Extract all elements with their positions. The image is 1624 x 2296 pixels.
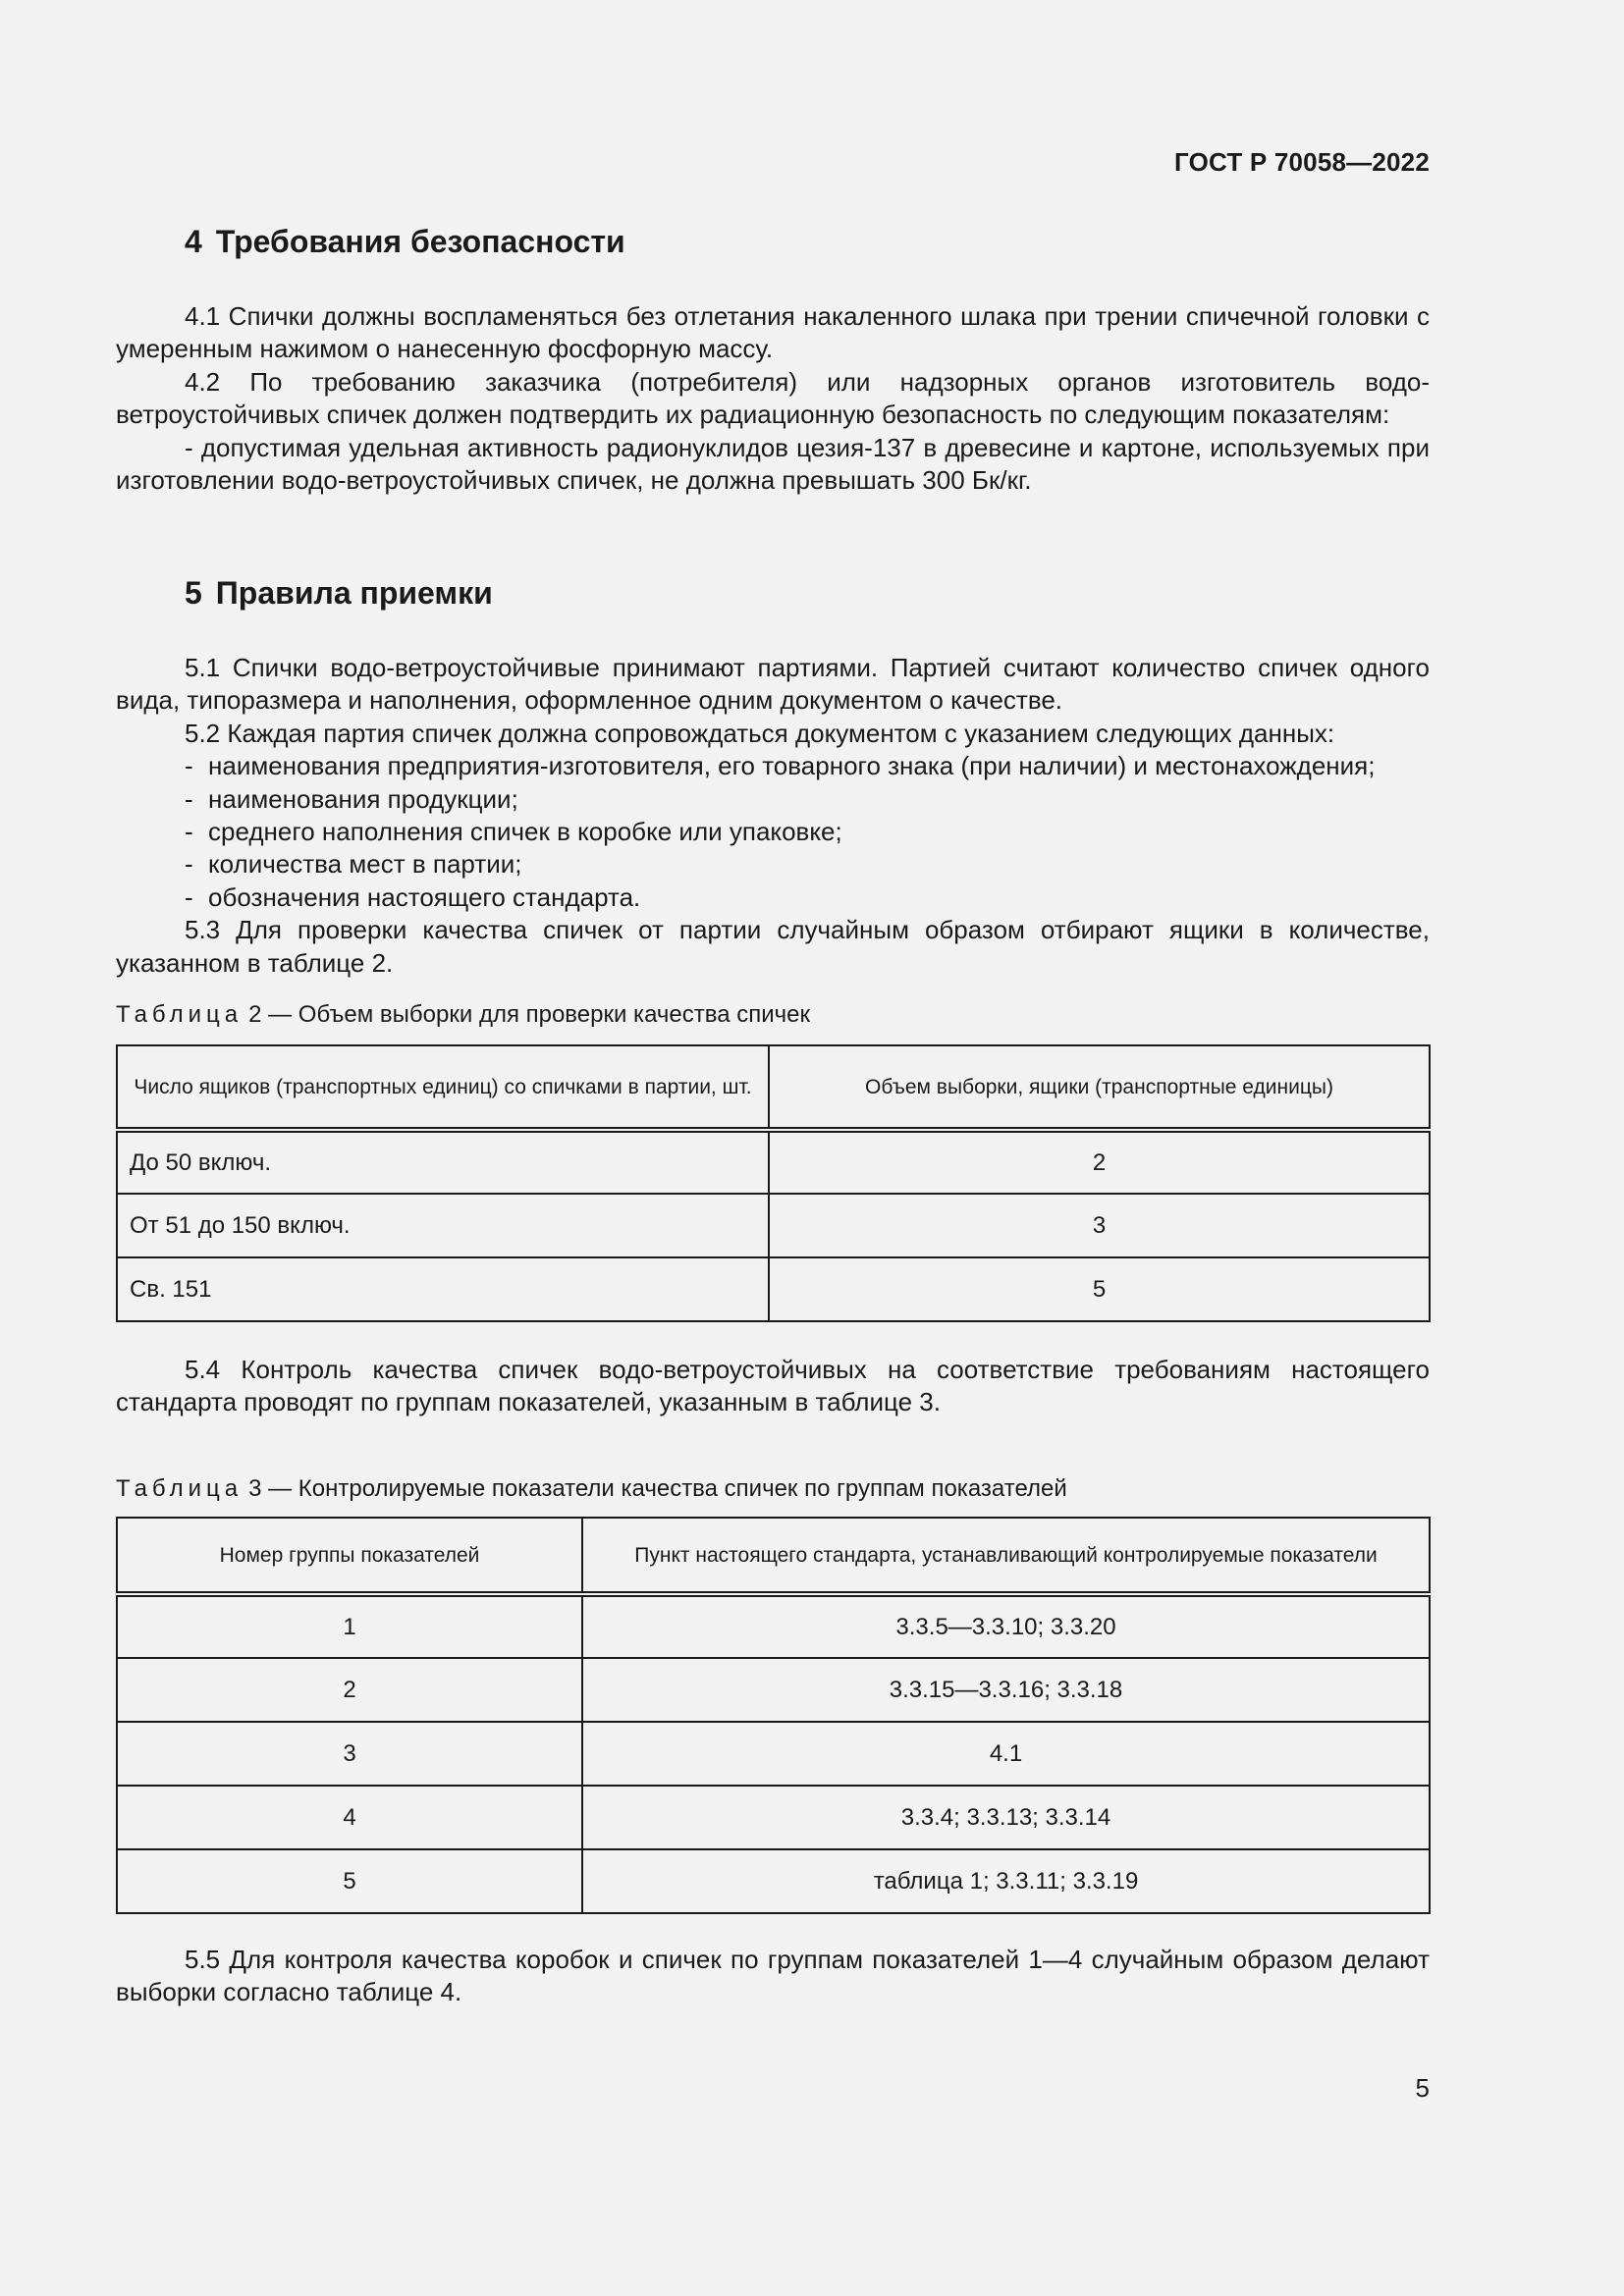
paragraph-4-1: 4.1 Спички должны воспламеняться без отлетания накаленного шлака при трении спичечной головки с умеренным нажимом о нанесенную фосфорную массу. <box>116 301 1430 364</box>
table-row <box>117 1786 1430 1849</box>
table-row <box>117 1658 1430 1722</box>
document-header-id: ГОСТ Р 70058—2022 <box>1174 147 1430 177</box>
table-3-cell: 1 <box>117 1594 582 1658</box>
dash-item: - наименования предприятия-изготовителя, его товарного знака (при наличии) и местонахождения; <box>185 751 1376 781</box>
paragraph-5-5: 5.5 Для контроля качества коробок и спичек по группам показателей 1—4 случайным образом делают выборки согласно таблице 4. <box>116 1945 1430 2007</box>
table-3-caption-text: 3 — Контролируемые показатели качества спичек по группам показателей <box>248 1475 1067 1502</box>
dash-item: - количества мест в партии; <box>185 849 522 880</box>
table-row <box>117 1722 1430 1786</box>
table-2-cell: До 50 включ. <box>117 1130 769 1194</box>
table-row <box>117 1194 1430 1257</box>
paragraph-5-4-block <box>116 1354 1430 1419</box>
table-2-header-col-2: Объем выборки, ящики (транспортные единицы) <box>769 1045 1430 1130</box>
section-4-body <box>116 300 1430 497</box>
table-row <box>117 1849 1430 1913</box>
dash-item: - обозначения настоящего стандарта. <box>185 881 641 912</box>
table-3-header-col-2: Пункт настоящего стандарта, устанавливающий контролируемые показатели <box>582 1518 1430 1594</box>
table-2-caption-text: 2 — Объем выборки для проверки качества спичек <box>248 1001 810 1028</box>
paragraph-5-3: 5.3 Для проверки качества спичек от партии случайным образом отбирают ящики в количестве, указанном в таблице 2. <box>116 915 1430 978</box>
table-2-caption-prefix: Таблица <box>116 1001 244 1028</box>
paragraph-5-4: 5.4 Контроль качества спичек водо-ветроустойчивых на соответствие требованиям настоящего стандарта проводят по группам показателей, указанным в таблице 3. <box>116 1355 1430 1417</box>
table-3-header-col-1: Номер группы показателей <box>117 1518 582 1594</box>
dash-item-text: допустимая удельная активность радионуклидов цезия-137 в древесине и картоне, используемых при изготовлении водо-ветроустойчивых спичек, не должна превышать 300 Бк/кг. <box>116 432 1430 496</box>
table-2-cell: 2 <box>769 1130 1430 1194</box>
dash-item-text: наименования продукции; <box>208 783 518 814</box>
table-3-cell: 5 <box>117 1849 582 1913</box>
dash-item: - допустимая удельная активность радионуклидов цезия-137 в древесине и картоне, используемых при изготовлении водо-ветроустойчивых спичек, не должна превышать 300 Бк/кг. <box>116 432 1430 496</box>
section-5-body <box>116 652 1430 980</box>
table-3-cell: 3.3.5—3.3.10; 3.3.20 <box>582 1594 1430 1658</box>
table-3-caption-prefix: Таблица <box>116 1475 244 1502</box>
table-2-cell: Св. 151 <box>117 1257 769 1321</box>
dash-item: - среднего наполнения спичек в коробке или упаковке; <box>185 817 842 847</box>
dash-item-text: наименования предприятия-изготовителя, его товарного знака (при наличии) и местонахождения; <box>208 751 1376 781</box>
table-3-cell: 3 <box>117 1722 582 1786</box>
dash-item-text: количества мест в партии; <box>208 849 522 880</box>
section-4-title: Требования безопасности <box>215 224 625 259</box>
table-row <box>117 1130 1430 1194</box>
table-row <box>117 1594 1430 1658</box>
section-4-heading <box>185 224 625 260</box>
paragraph-4-2: 4.2 По требованию заказчика (потребителя) или надзорных органов изготовитель водо-ветроустойчивых спичек должен подтвердить их радиационную безопасность по следующим показателям: <box>116 366 1430 430</box>
table-row <box>117 1257 1430 1321</box>
dash-item-text: обозначения настоящего стандарта. <box>208 881 641 912</box>
dash-item-text: среднего наполнения спичек в коробке или упаковке; <box>208 817 842 847</box>
table-3-cell: 3.3.4; 3.3.13; 3.3.14 <box>582 1786 1430 1849</box>
table-2-caption <box>116 1001 810 1029</box>
section-5-number: 5 <box>185 575 202 611</box>
section-4-number: 4 <box>185 224 202 259</box>
table-2-header-col-1: Число ящиков (транспортных единиц) со спичками в партии, шт. <box>117 1045 769 1130</box>
paragraph-5-5-block <box>116 1944 1430 2009</box>
table-2-cell: От 51 до 150 включ. <box>117 1194 769 1257</box>
table-3-cell: 3.3.15—3.3.16; 3.3.18 <box>582 1658 1430 1722</box>
table-3-cell: 4.1 <box>582 1722 1430 1786</box>
table-3-cell: таблица 1; 3.3.11; 3.3.19 <box>582 1849 1430 1913</box>
table-2-cell: 3 <box>769 1194 1430 1257</box>
table-2 <box>116 1044 1431 1322</box>
page-number: 5 <box>1415 2073 1430 2103</box>
table-2-cell: 5 <box>769 1257 1430 1321</box>
dash-item: - наименования продукции; <box>185 783 518 814</box>
table-3 <box>116 1517 1431 1914</box>
section-5-title: Правила приемки <box>215 575 493 611</box>
table-3-cell: 4 <box>117 1786 582 1849</box>
paragraph-5-2: 5.2 Каждая партия спичек должна сопровождаться документом с указанием следующих данных: <box>185 718 1335 748</box>
paragraph-5-1: 5.1 Спички водо-ветроустойчивые принимают партиями. Партией считают количество спичек одного вида, типоразмера и наполнения, оформленное одним документом о качестве. <box>116 653 1430 716</box>
section-5-heading <box>185 575 493 612</box>
table-3-caption <box>116 1475 1067 1503</box>
table-3-cell: 2 <box>117 1658 582 1722</box>
